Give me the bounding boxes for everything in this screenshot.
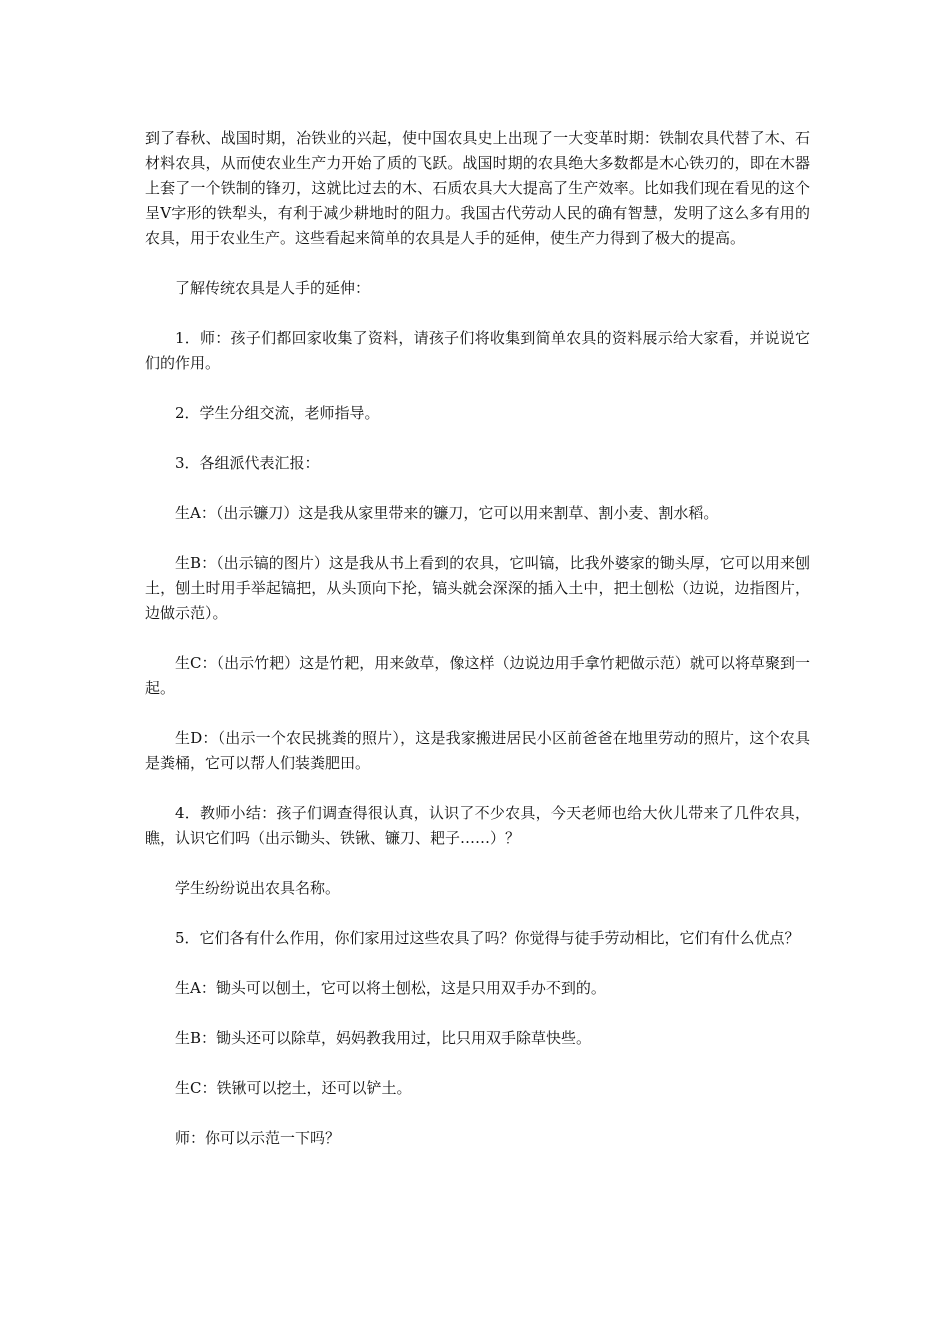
paragraph-answer-c: 生C：铁锹可以挖土，还可以铲土。 (175, 1079, 412, 1097)
paragraph-teacher-question: 师：你可以示范一下吗？ (175, 1129, 341, 1147)
paragraph-students-answer: 学生纷纷说出农具名称。 (175, 879, 341, 897)
paragraph-student-c: 生C：（出示竹耙）这是竹耙，用来敛草，像这样（边说边用手拿竹耙做示范）就可以将草聚到一起。 (145, 654, 810, 697)
paragraph-intro: 到了春秋、战国时期，冶铁业的兴起，使中国农具史上出现了一大变革时期：铁制农具代替了木、石材料农具，从而使农业生产力开始了质的飞跃。战国时期的农具绝大多数都是木心铁刃的，即在木器上套了一个铁制的锋刃，这就比过去的木、石质农具大大提高了生产效率。比如我们现在看见的这个呈V字形的铁犁头，有利于减少耕地时的阻力。我国古代劳动人民的确有智慧，发明了这么多有用的农具，用于农业生产。这些看起来简单的农具是人手的延伸，使生产力得到了极大的提高。 (145, 129, 810, 247)
paragraph-answer-b: 生B：锄头还可以除草，妈妈教我用过，比只用双手除草快些。 (175, 1029, 592, 1047)
paragraph-student-b: 生B：（出示镐的图片）这是我从书上看到的农具，它叫镐，比我外婆家的锄头厚，它可以用来刨土，刨土时用手举起镐把，从头顶向下抡，镐头就会深深的插入土中，把土刨松（边说，边指图片，边做示范）。 (145, 554, 810, 622)
paragraph-student-a: 生A：（出示镰刀）这是我从家里带来的镰刀，它可以用来割草、割小麦、割水稻。 (175, 504, 719, 522)
paragraph-step-1: 1．师：孩子们都回家收集了资料，请孩子们将收集到简单农具的资料展示给大家看，并说说它们的作用。 (145, 329, 810, 372)
paragraph-step-3: 3．各组派代表汇报： (175, 454, 320, 472)
paragraph-step-5: 5．它们各有什么作用，你们家用过这些农具了吗？你觉得与徒手劳动相比，它们有什么优点？ (175, 929, 800, 947)
document-body (145, 126, 810, 1176)
paragraph-answer-a: 生A：锄头可以刨土，它可以将土刨松，这是只用双手办不到的。 (175, 979, 606, 997)
paragraph-student-d: 生D：（出示一个农民挑粪的照片），这是我家搬进居民小区前爸爸在地里劳动的照片，这个农具是粪桶，它可以帮人们装粪肥田。 (145, 729, 810, 772)
paragraph-section-heading: 了解传统农具是人手的延伸： (175, 279, 371, 297)
paragraph-step-2: 2．学生分组交流，老师指导。 (175, 404, 380, 422)
paragraph-step-4: 4．教师小结：孩子们调查得很认真，认识了不少农具，今天老师也给大伙儿带来了几件农具，瞧，认识它们吗（出示锄头、铁锹、镰刀、耙子……）？ (145, 804, 810, 847)
